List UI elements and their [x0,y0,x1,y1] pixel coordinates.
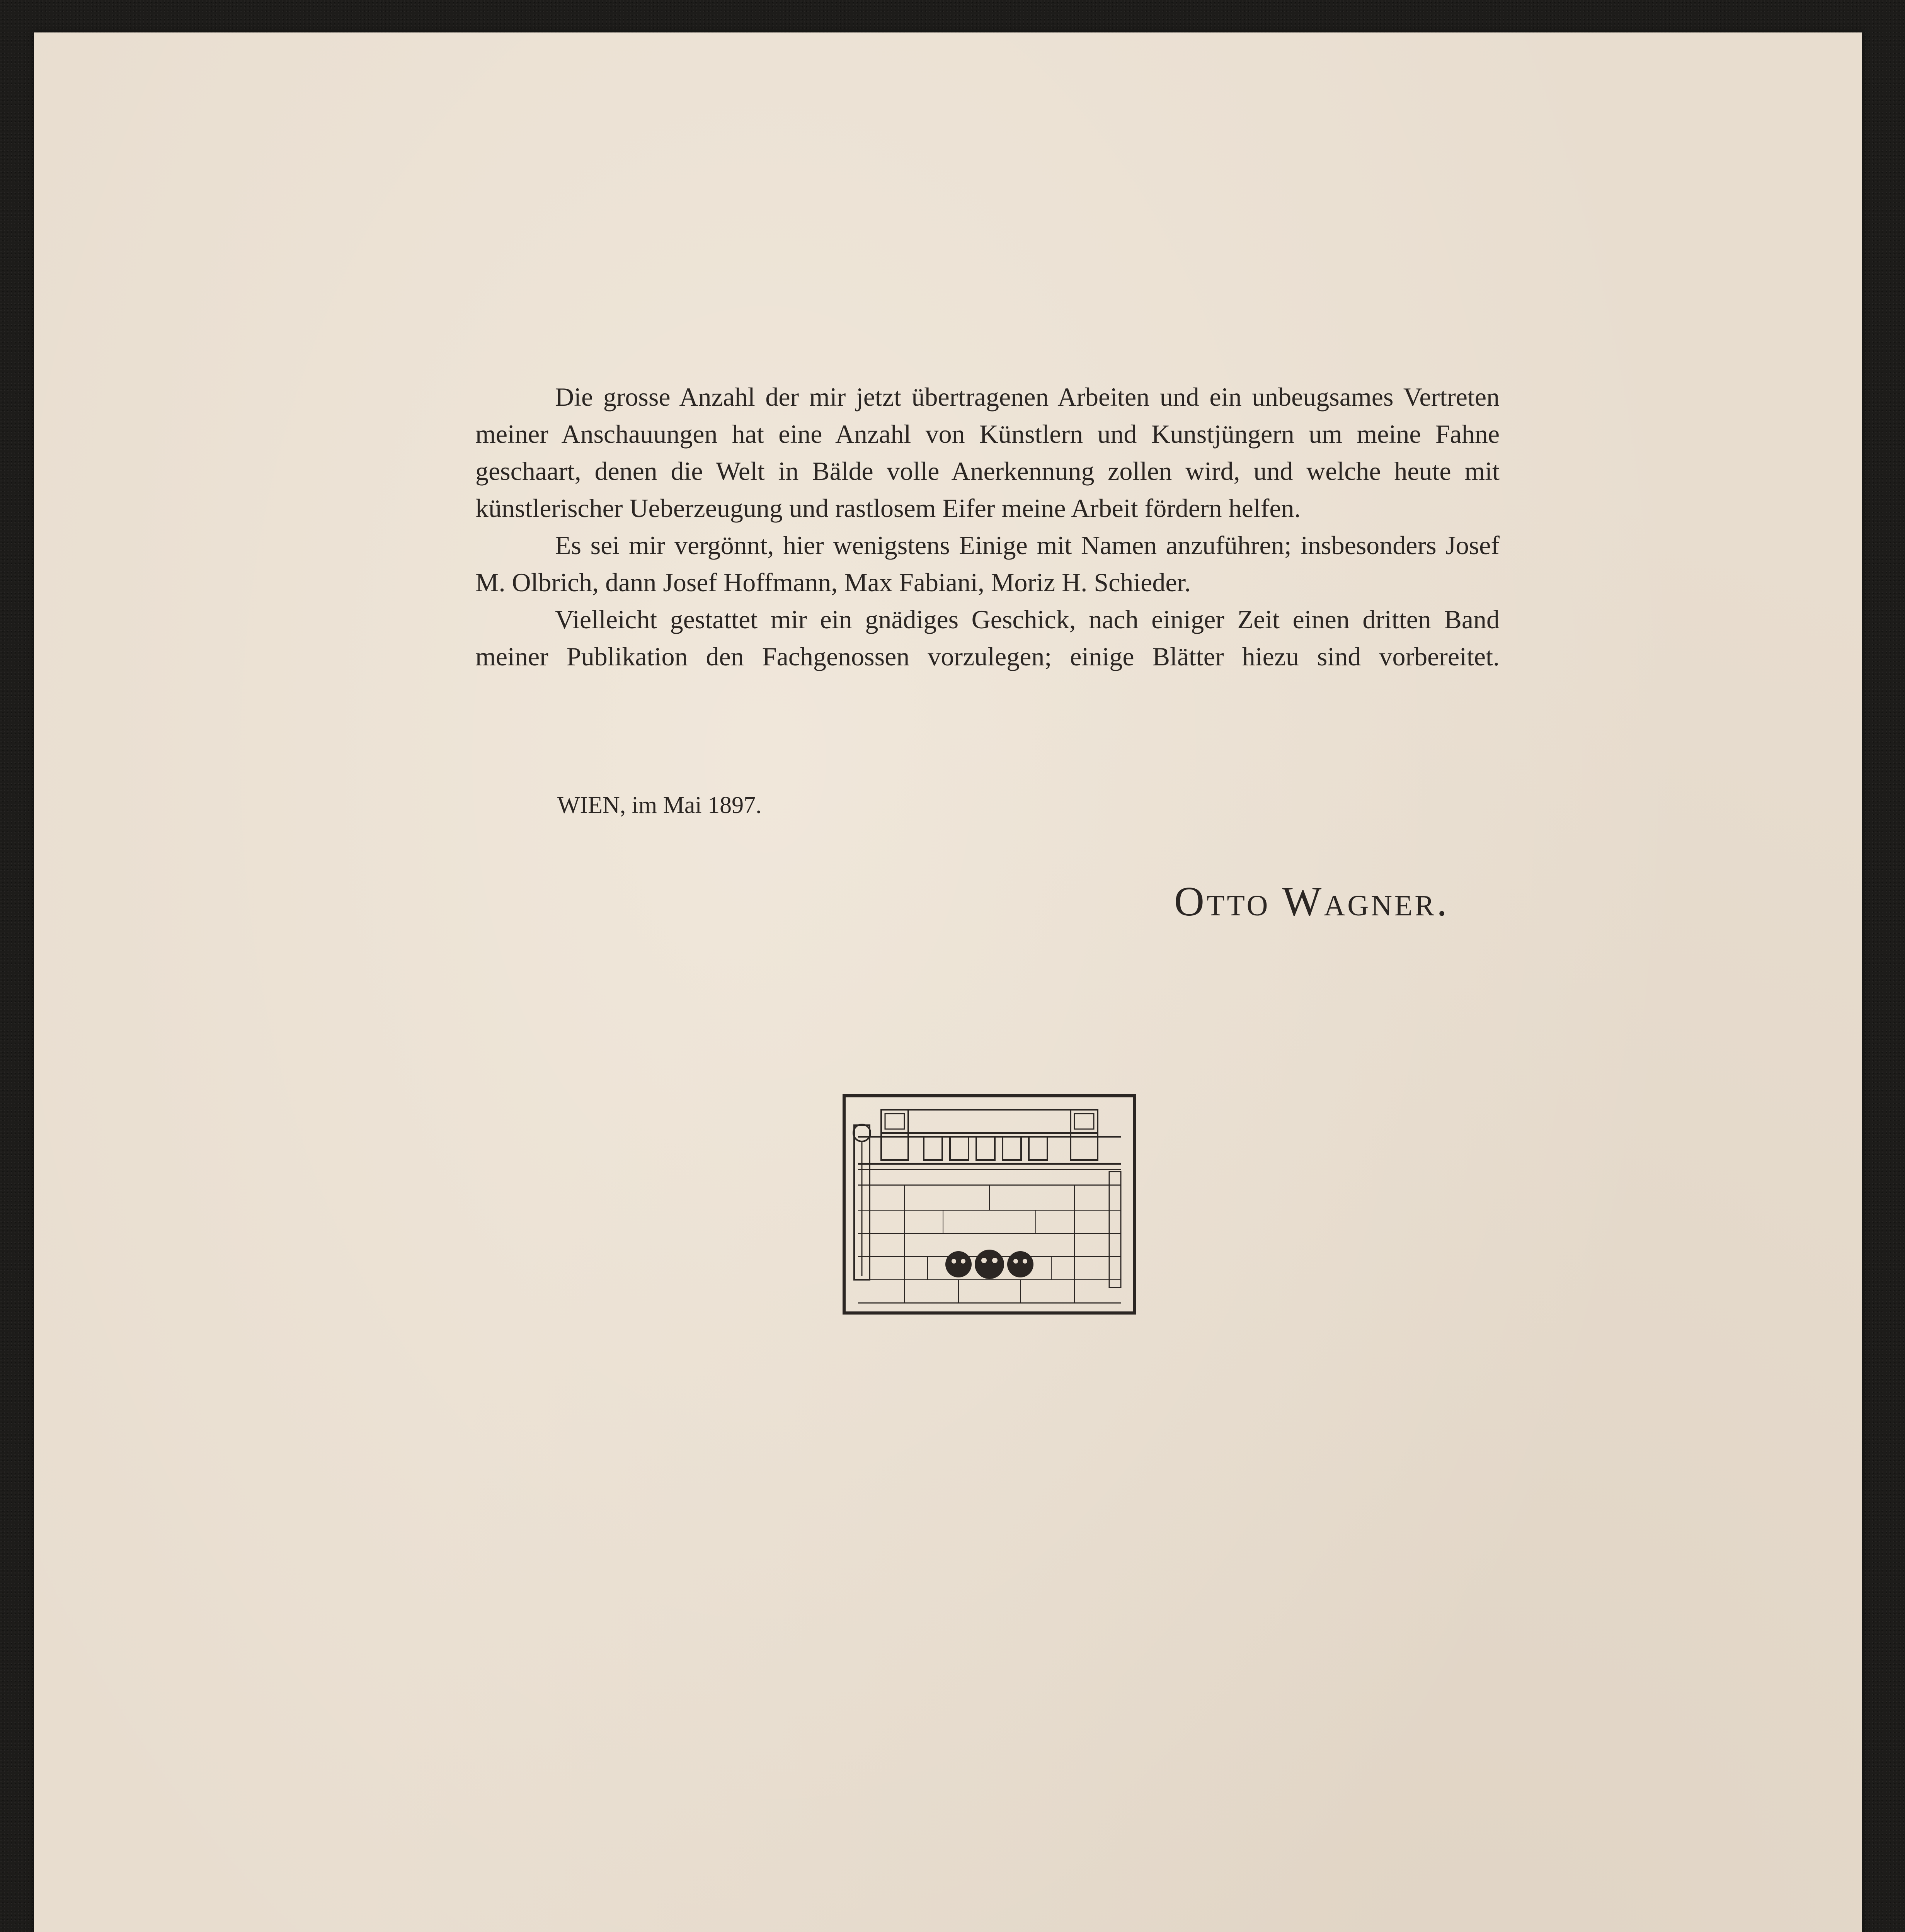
paragraph-1: Die grosse Anzahl der mir jetzt übertragenen Arbeiten und ein unbeugsames Vertreten meiner Anschauungen hat eine Anzahl von Künstlern und Kunstjüngern um meine Fahne geschaart, denen die Welt in Bälde volle Anerkennung zollen wird, und welche heute mit künstlerischer Ueberzeugung und rastlosem Eifer meine Arbeit fördern helfen. [475,382,1500,523]
paragraph-2: Es sei mir vergönnt, hier wenigstens Einige mit Namen anzuführen; insbesonders Josef M. Olbrich, dann Josef Hoffmann, Max Fabiani, Moriz H. Schieder. [475,531,1500,597]
dateline: WIEN, im Mai 1897. [557,792,762,818]
paragraph-3: Vielleicht gestattet mir ein gnädiges Geschick, nach einiger Zeit einen dritten Band meiner Publikation den Fachgenossen vorzulegen; einige Blätter hiezu sind vorbereitet. [475,605,1500,671]
body-text [475,378,1500,675]
page-sheet [34,32,1862,1932]
signature: Otto Wagner. [1174,879,1450,925]
architectural-vignette-image [843,1094,1136,1315]
